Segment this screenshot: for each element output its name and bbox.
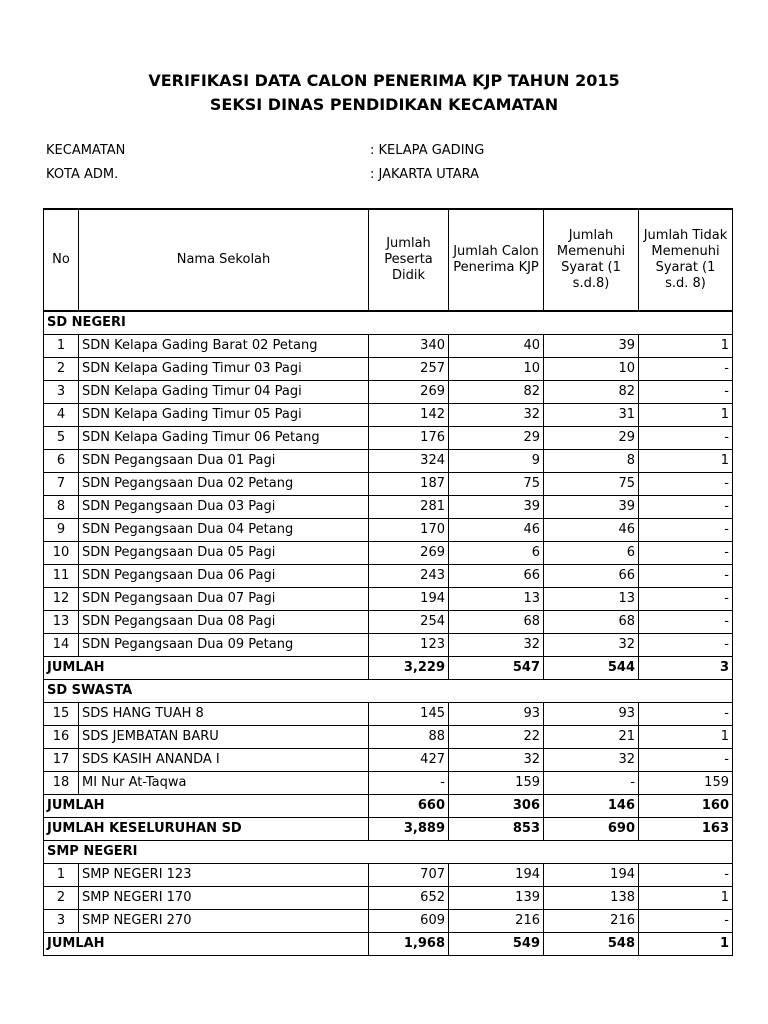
jumlah-memenuhi: 6 <box>544 542 639 565</box>
row-no: 3 <box>44 910 79 933</box>
kota-value: : JAKARTA UTARA <box>370 167 479 182</box>
table-row <box>44 427 733 450</box>
table-row <box>44 519 733 542</box>
total-peserta: 3,889 <box>369 818 449 841</box>
jumlah-memenuhi: 39 <box>544 335 639 358</box>
school-name: SDN Pegangsaan Dua 03 Pagi <box>79 496 369 519</box>
row-no: 14 <box>44 634 79 657</box>
table-row <box>44 887 733 910</box>
total-row <box>44 657 733 680</box>
jumlah-calon: 93 <box>449 703 544 726</box>
table-row <box>44 358 733 381</box>
header-nama-sekolah: Nama Sekolah <box>79 209 369 311</box>
header-no: No <box>44 209 79 311</box>
section-row <box>44 841 733 864</box>
jumlah-tidak-memenuhi: - <box>639 588 733 611</box>
kecamatan-value: : KELAPA GADING <box>370 143 485 158</box>
row-no: 7 <box>44 473 79 496</box>
total-calon: 853 <box>449 818 544 841</box>
table-row <box>44 496 733 519</box>
table-row <box>44 404 733 427</box>
table-row <box>44 772 733 795</box>
row-no: 17 <box>44 749 79 772</box>
header-row <box>44 209 733 311</box>
total-calon: 306 <box>449 795 544 818</box>
row-no: 3 <box>44 381 79 404</box>
jumlah-calon: 10 <box>449 358 544 381</box>
row-no: 5 <box>44 427 79 450</box>
kecamatan-label: KECAMATAN <box>46 143 126 158</box>
school-name: SDN Pegangsaan Dua 07 Pagi <box>79 588 369 611</box>
jumlah-memenuhi: 93 <box>544 703 639 726</box>
total-peserta: 1,968 <box>369 933 449 956</box>
jumlah-tidak-memenuhi: - <box>639 864 733 887</box>
total-row <box>44 795 733 818</box>
jumlah-tidak-memenuhi: 1 <box>639 726 733 749</box>
row-no: 18 <box>44 772 79 795</box>
section-label: SD SWASTA <box>44 680 733 703</box>
jumlah-memenuhi: 68 <box>544 611 639 634</box>
total-tidak-memenuhi: 3 <box>639 657 733 680</box>
jumlah-memenuhi: 8 <box>544 450 639 473</box>
total-tidak-memenuhi: 160 <box>639 795 733 818</box>
jumlah-tidak-memenuhi: - <box>639 634 733 657</box>
table-row <box>44 726 733 749</box>
total-peserta: 660 <box>369 795 449 818</box>
jumlah-peserta: 194 <box>369 588 449 611</box>
header-jumlah-calon: Jumlah Calon Penerima KJP <box>449 209 544 311</box>
table-row <box>44 335 733 358</box>
jumlah-calon: 32 <box>449 404 544 427</box>
total-tidak-memenuhi: 163 <box>639 818 733 841</box>
jumlah-tidak-memenuhi: 1 <box>639 404 733 427</box>
school-name: SDN Pegangsaan Dua 05 Pagi <box>79 542 369 565</box>
table-row <box>44 542 733 565</box>
total-tidak-memenuhi: 1 <box>639 933 733 956</box>
school-name: SDS KASIH ANANDA I <box>79 749 369 772</box>
jumlah-peserta: 257 <box>369 358 449 381</box>
jumlah-peserta: 88 <box>369 726 449 749</box>
row-no: 10 <box>44 542 79 565</box>
jumlah-tidak-memenuhi: - <box>639 427 733 450</box>
jumlah-tidak-memenuhi: 1 <box>639 335 733 358</box>
table-row <box>44 703 733 726</box>
jumlah-peserta: 324 <box>369 450 449 473</box>
school-name: SDS HANG TUAH 8 <box>79 703 369 726</box>
jumlah-peserta: 170 <box>369 519 449 542</box>
jumlah-peserta: 652 <box>369 887 449 910</box>
jumlah-peserta: 609 <box>369 910 449 933</box>
row-no: 4 <box>44 404 79 427</box>
section-row <box>44 311 733 335</box>
total-peserta: 3,229 <box>369 657 449 680</box>
jumlah-peserta: 243 <box>369 565 449 588</box>
jumlah-calon: 29 <box>449 427 544 450</box>
school-name: SDN Kelapa Gading Timur 06 Petang <box>79 427 369 450</box>
jumlah-calon: 46 <box>449 519 544 542</box>
total-label: JUMLAH <box>44 933 369 956</box>
school-name: SDN Pegangsaan Dua 09 Petang <box>79 634 369 657</box>
jumlah-tidak-memenuhi: - <box>639 703 733 726</box>
jumlah-calon: 75 <box>449 473 544 496</box>
jumlah-memenuhi: 32 <box>544 749 639 772</box>
jumlah-tidak-memenuhi: - <box>639 381 733 404</box>
jumlah-memenuhi: 10 <box>544 358 639 381</box>
row-no: 11 <box>44 565 79 588</box>
school-name: SMP NEGERI 123 <box>79 864 369 887</box>
jumlah-memenuhi: 66 <box>544 565 639 588</box>
total-label: JUMLAH <box>44 657 369 680</box>
school-name: SDN Pegangsaan Dua 08 Pagi <box>79 611 369 634</box>
jumlah-peserta: 269 <box>369 542 449 565</box>
total-memenuhi: 146 <box>544 795 639 818</box>
kjp-table <box>43 208 733 956</box>
jumlah-peserta: 340 <box>369 335 449 358</box>
school-name: SDN Kelapa Gading Timur 05 Pagi <box>79 404 369 427</box>
school-name: SDN Pegangsaan Dua 04 Petang <box>79 519 369 542</box>
jumlah-peserta: 142 <box>369 404 449 427</box>
jumlah-calon: 66 <box>449 565 544 588</box>
jumlah-calon: 194 <box>449 864 544 887</box>
jumlah-memenuhi: 29 <box>544 427 639 450</box>
table-row <box>44 565 733 588</box>
jumlah-calon: 32 <box>449 634 544 657</box>
jumlah-peserta: - <box>369 772 449 795</box>
row-no: 2 <box>44 358 79 381</box>
document-title: VERIFIKASI DATA CALON PENERIMA KJP TAHUN 2015 <box>148 71 620 90</box>
header-jumlah-peserta: Jumlah Peserta Didik <box>369 209 449 311</box>
jumlah-memenuhi: 21 <box>544 726 639 749</box>
header-jumlah-memenuhi: Jumlah Memenuhi Syarat (1 s.d.8) <box>544 209 639 311</box>
jumlah-peserta: 187 <box>369 473 449 496</box>
grand-total-row <box>44 818 733 841</box>
jumlah-calon: 82 <box>449 381 544 404</box>
table-row <box>44 450 733 473</box>
school-name: SDS JEMBATAN BARU <box>79 726 369 749</box>
jumlah-tidak-memenuhi: - <box>639 519 733 542</box>
kota-label: KOTA ADM. <box>46 167 119 182</box>
school-name: SDN Pegangsaan Dua 02 Petang <box>79 473 369 496</box>
table-body <box>44 311 733 956</box>
header-jumlah-tidak-memenuhi: Jumlah Tidak Memenuhi Syarat (1 s.d. 8) <box>639 209 733 311</box>
jumlah-calon: 13 <box>449 588 544 611</box>
jumlah-memenuhi: 194 <box>544 864 639 887</box>
row-no: 15 <box>44 703 79 726</box>
jumlah-calon: 139 <box>449 887 544 910</box>
table-row <box>44 611 733 634</box>
section-row <box>44 680 733 703</box>
jumlah-tidak-memenuhi: - <box>639 910 733 933</box>
jumlah-memenuhi: - <box>544 772 639 795</box>
row-no: 1 <box>44 335 79 358</box>
jumlah-tidak-memenuhi: - <box>639 611 733 634</box>
jumlah-calon: 39 <box>449 496 544 519</box>
row-no: 1 <box>44 864 79 887</box>
jumlah-tidak-memenuhi: 159 <box>639 772 733 795</box>
total-calon: 549 <box>449 933 544 956</box>
total-row <box>44 933 733 956</box>
total-memenuhi: 690 <box>544 818 639 841</box>
school-name: SDN Pegangsaan Dua 06 Pagi <box>79 565 369 588</box>
table-row <box>44 473 733 496</box>
row-no: 6 <box>44 450 79 473</box>
table-row <box>44 910 733 933</box>
document-subtitle: SEKSI DINAS PENDIDIKAN KECAMATAN <box>209 95 559 114</box>
row-no: 13 <box>44 611 79 634</box>
jumlah-memenuhi: 138 <box>544 887 639 910</box>
row-no: 16 <box>44 726 79 749</box>
total-label: JUMLAH <box>44 795 369 818</box>
jumlah-tidak-memenuhi: 1 <box>639 887 733 910</box>
jumlah-calon: 40 <box>449 335 544 358</box>
jumlah-calon: 9 <box>449 450 544 473</box>
school-name: SDN Pegangsaan Dua 01 Pagi <box>79 450 369 473</box>
jumlah-tidak-memenuhi: - <box>639 749 733 772</box>
row-no: 9 <box>44 519 79 542</box>
school-name: SMP NEGERI 270 <box>79 910 369 933</box>
jumlah-memenuhi: 216 <box>544 910 639 933</box>
school-name: MI Nur At-Taqwa <box>79 772 369 795</box>
jumlah-calon: 32 <box>449 749 544 772</box>
jumlah-memenuhi: 31 <box>544 404 639 427</box>
jumlah-memenuhi: 82 <box>544 381 639 404</box>
jumlah-peserta: 427 <box>369 749 449 772</box>
jumlah-memenuhi: 46 <box>544 519 639 542</box>
jumlah-peserta: 145 <box>369 703 449 726</box>
jumlah-calon: 6 <box>449 542 544 565</box>
jumlah-tidak-memenuhi: - <box>639 358 733 381</box>
school-name: SDN Kelapa Gading Timur 03 Pagi <box>79 358 369 381</box>
jumlah-calon: 159 <box>449 772 544 795</box>
jumlah-peserta: 281 <box>369 496 449 519</box>
jumlah-peserta: 254 <box>369 611 449 634</box>
jumlah-peserta: 123 <box>369 634 449 657</box>
jumlah-tidak-memenuhi: 1 <box>639 450 733 473</box>
row-no: 2 <box>44 887 79 910</box>
section-label: SMP NEGERI <box>44 841 733 864</box>
jumlah-peserta: 707 <box>369 864 449 887</box>
total-label: JUMLAH KESELURUHAN SD <box>44 818 369 841</box>
total-memenuhi: 544 <box>544 657 639 680</box>
school-name: SMP NEGERI 170 <box>79 887 369 910</box>
table-row <box>44 588 733 611</box>
jumlah-calon: 68 <box>449 611 544 634</box>
table-row <box>44 749 733 772</box>
section-label: SD NEGERI <box>44 311 733 335</box>
table-row <box>44 634 733 657</box>
jumlah-tidak-memenuhi: - <box>639 473 733 496</box>
jumlah-tidak-memenuhi: - <box>639 542 733 565</box>
table-row <box>44 864 733 887</box>
school-name: SDN Kelapa Gading Barat 02 Petang <box>79 335 369 358</box>
jumlah-memenuhi: 39 <box>544 496 639 519</box>
jumlah-peserta: 269 <box>369 381 449 404</box>
jumlah-tidak-memenuhi: - <box>639 565 733 588</box>
jumlah-memenuhi: 75 <box>544 473 639 496</box>
total-calon: 547 <box>449 657 544 680</box>
school-name: SDN Kelapa Gading Timur 04 Pagi <box>79 381 369 404</box>
jumlah-memenuhi: 13 <box>544 588 639 611</box>
jumlah-calon: 216 <box>449 910 544 933</box>
jumlah-peserta: 176 <box>369 427 449 450</box>
jumlah-calon: 22 <box>449 726 544 749</box>
row-no: 12 <box>44 588 79 611</box>
jumlah-memenuhi: 32 <box>544 634 639 657</box>
table-row <box>44 381 733 404</box>
row-no: 8 <box>44 496 79 519</box>
jumlah-tidak-memenuhi: - <box>639 496 733 519</box>
total-memenuhi: 548 <box>544 933 639 956</box>
